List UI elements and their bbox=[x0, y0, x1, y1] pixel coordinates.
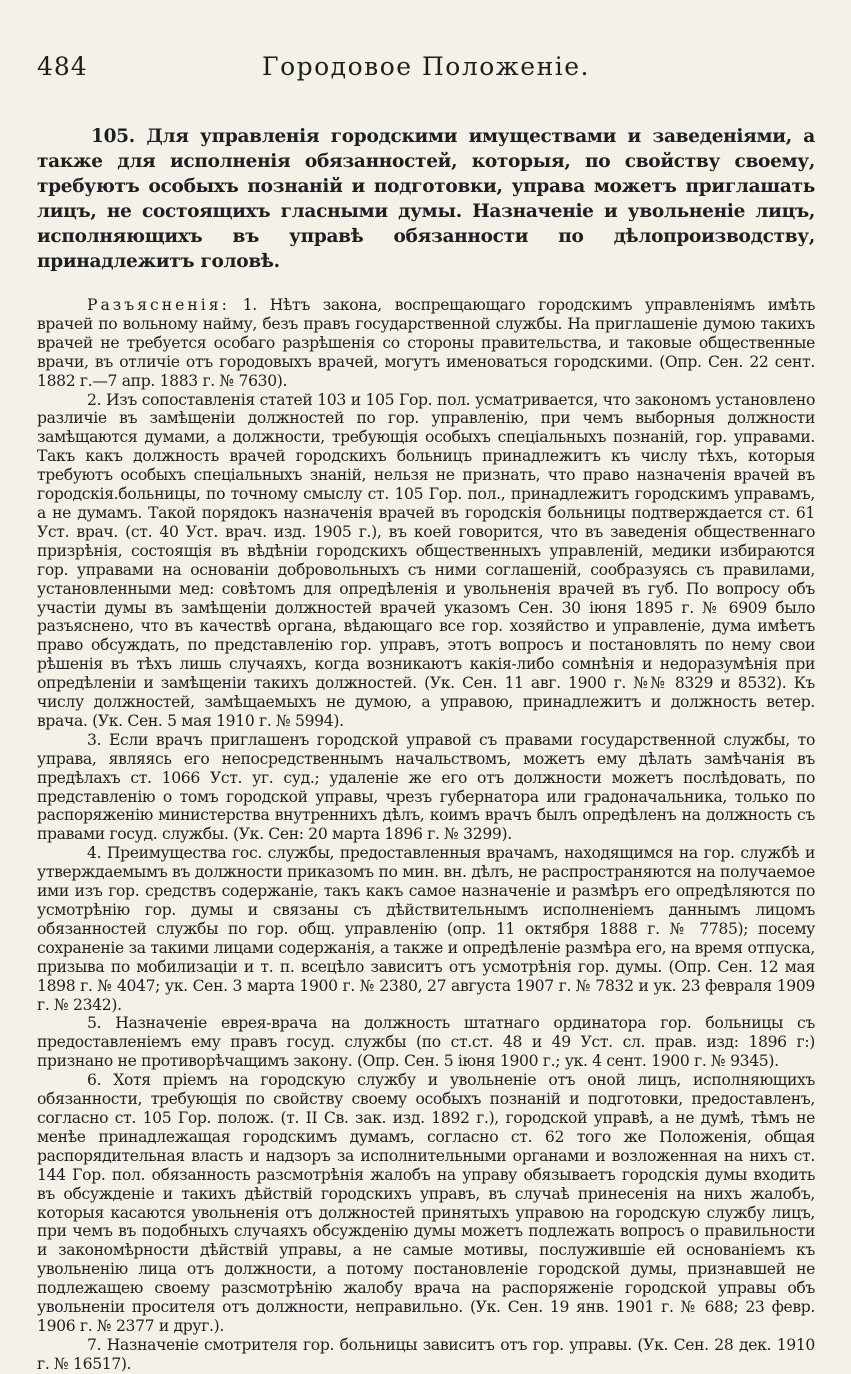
page-number: 484 bbox=[37, 52, 88, 81]
explanation-7: 7. Назначеніе смотрителя гор. больницы зависитъ отъ гор. управы. (Ук. Сен. 28 дек. 1910 г. № 16517). bbox=[37, 1335, 815, 1373]
article-text: Для управленія городскими имуществами и заведеніями, а также для исполненія обязанностей, которыя, по свойству своему, требуютъ особыхъ познаній и подготовки, управа можетъ приглашать лицъ, не состоящихъ гласными думы. Назначеніе и увольненіе лицъ, исполняющихъ въ управѣ обязанности по дѣлопроизводству, принадлежитъ головѣ. bbox=[37, 126, 815, 272]
explanations-section bbox=[37, 296, 815, 1374]
explanation-3: 3. Если врачъ приглашенъ городской управой съ правами государственной службы, то управа, являясь его непосредственнымъ начальствомъ, можетъ ему дѣлать замѣчанія въ предѣлахъ ст. 1066 Уст. уг. суд.; удаленіе же его отъ должности можетъ послѣдовать, по представленію о томъ городской управы, чрезъ губернатора или градоначальника, только по распоряженію министерства внутреннихъ дѣлъ, коимъ врачъ былъ опредѣленъ на должность съ правами госуд. службы. (Ук. Сен: 20 марта 1896 г. № 3299). bbox=[37, 730, 815, 844]
explanation-2: 2. Изъ сопоставленія статей 103 и 105 Гор. пол. усматривается, что закономъ установлено различіе въ замѣщеніи должностей по гор. управленію, при чемъ выборныя должности замѣщаются думами, а должности, требующія особыхъ спеціальныхъ познаній, гор. управами. Такъ какъ должность врачей городскихъ больницъ принадлежитъ къ числу тѣхъ, которыя требуютъ особыхъ спеціальныхъ знаній, нельзя не признать, что право назначенія врачей въ городскія.больницы, по точному смыслу ст. 105 Гор. пол., принадлежитъ городскимъ управамъ, а не думамъ. Такой порядокъ назначенія врачей въ городскія больницы подтверждается ст. 61 Уст. врач. (ст. 40 Уст. врач. изд. 1905 г.), въ коей говорится, что въ заведенія общественнаго призрѣнія, состоящія въ вѣдѣніи городскихъ общественныхъ управленій, медики избираются гор. управами на основаніи добровольныхъ съ ними соглашеній, сообразуясь съ правилами, установленными мед: совѣтомъ для опредѣленія и увольненія врачей въ губ. По вопросу объ участіи думы въ замѣщеніи должностей врачей указомъ Сен. 30 іюня 1895 г. № 6909 было разъяснено, что въ качествѣ органа, вѣдающаго все гор. хозяйство и управленіе, дума имѣетъ право обсуждать, по представленію гор. управъ, этотъ вопросъ и постановлять по нему свои рѣшенія въ тѣхъ лишь случаяхъ, когда возникаютъ какія-либо сомнѣнія и недоразумѣнія при опредѣленіи и замѣщеніи такихъ должностей. (Ук. Сен. 11 авг. 1900 г. №№ 8329 и 8532). Къ числу должностей, замѣщаемыхъ не думою, а управою, принадлежитъ и должность ветер. врача. (Ук. Сен. 5 мая 1910 г. № 5994). bbox=[37, 390, 815, 730]
explanation-6: 6. Хотя пріемъ на городскую службу и увольненіе отъ оной лицъ, исполняющихъ обязанности, требующія по свойству своему особыхъ познаній и подготовки, предоставленъ, согласно ст. 105 Гор. полож. (т. II Св. зак. изд. 1892 г.), городской управѣ, а не думѣ, тѣмъ не менѣе принадлежащая городскимъ думамъ, согласно ст. 62 того же Положенія, общая распорядительная власть и надзоръ за исполнительными органами и возложенная на нихъ ст. 144 Гор. пол. обязанность разсмотрѣнія жалобъ на управу обязываетъ городскія думы входить въ обсужденіе и такихъ дѣйствій городскихъ управъ, въ случаѣ принесенія на нихъ жалобъ, которыя касаются увольненія отъ должностей принятыхъ управою на городскую службу лицъ, при чемъ въ подобныхъ случаяхъ обсужденію думы можетъ подлежать вопросъ о правильности и закономѣрности дѣйствій управы, а не самые мотивы, послужившіе ей основаніемъ къ увольненію лица отъ должности, а потому постановленіе городской думы, признавшей не подлежащею своему разсмотрѣнію жалобу врача на распоряженіе городской управы объ увольненіи просителя отъ должности, неправильно. (Ук. Сен. 19 янв. 1901 г. № 688; 23 февр. 1906 г. № 2377 и друг.). bbox=[37, 1071, 815, 1335]
running-title: Городовое Положеніе. bbox=[262, 52, 590, 81]
explanation-1 bbox=[37, 296, 815, 391]
explanation-5: 5. Назначеніе еврея-врача на должность штатнаго ординатора гор. больницы съ предоставленіемъ ему правъ госуд. службы (по ст.ст. 48 и 49 Уст. сл. прав. изд: 1896 г:) признано не противорѣчащимъ закону. (Опр. Сен. 5 іюня 1900 г.; ук. 4 сент. 1900 г. № 9345). bbox=[37, 1014, 815, 1071]
explanation-4: 4. Преимущества гос. службы, предоставленныя врачамъ, находящимся на гор. службѣ и утверждаемымъ въ должности приказомъ по мин. вн. дѣлъ, не распространяются на получаемое ими изъ гор. средствъ содержаніе, такъ какъ самое назначеніе и размѣръ его опредѣляются по усмотрѣнію гор. думы и связаны съ дѣйствительнымъ исполненіемъ даннымъ лицомъ обязанностей службы по гор. общ. управленію (опр. 11 октября 1888 г. № 7785); посему сохраненіе за такими лицами содержанія, а также и опредѣленіе размѣра его, на время отпуска, призыва по мобилизаціи и т. п. всецѣло зависитъ отъ усмотрѣнія гор. думы. (Опр. Сен. 12 мая 1898 г. № 4047; ук. Сен. 3 марта 1900 г. № 2380, 27 августа 1907 г. № 7832 и ук. 23 февраля 1909 г. № 2342). bbox=[37, 844, 815, 1014]
article-number: 105. bbox=[91, 126, 135, 147]
article-105 bbox=[37, 124, 815, 274]
explanations-heading: Разъясненія: bbox=[87, 296, 230, 314]
page-header bbox=[37, 52, 815, 86]
explanation-text: 1. Нѣтъ закона, воспрещающаго городскимъ управленіямъ имѣть врачей по вольному найму, безъ правъ государственной службы. На приглашеніе думою такихъ врачей не требуется особаго разрѣшенія со стороны правительства, и таковые общественные врачи, въ отличіе отъ городовыхъ врачей, могутъ именоваться городскими. (Опр. Сен. 22 сент. 1882 г.—7 апр. 1883 г. № 7630). bbox=[37, 296, 815, 390]
